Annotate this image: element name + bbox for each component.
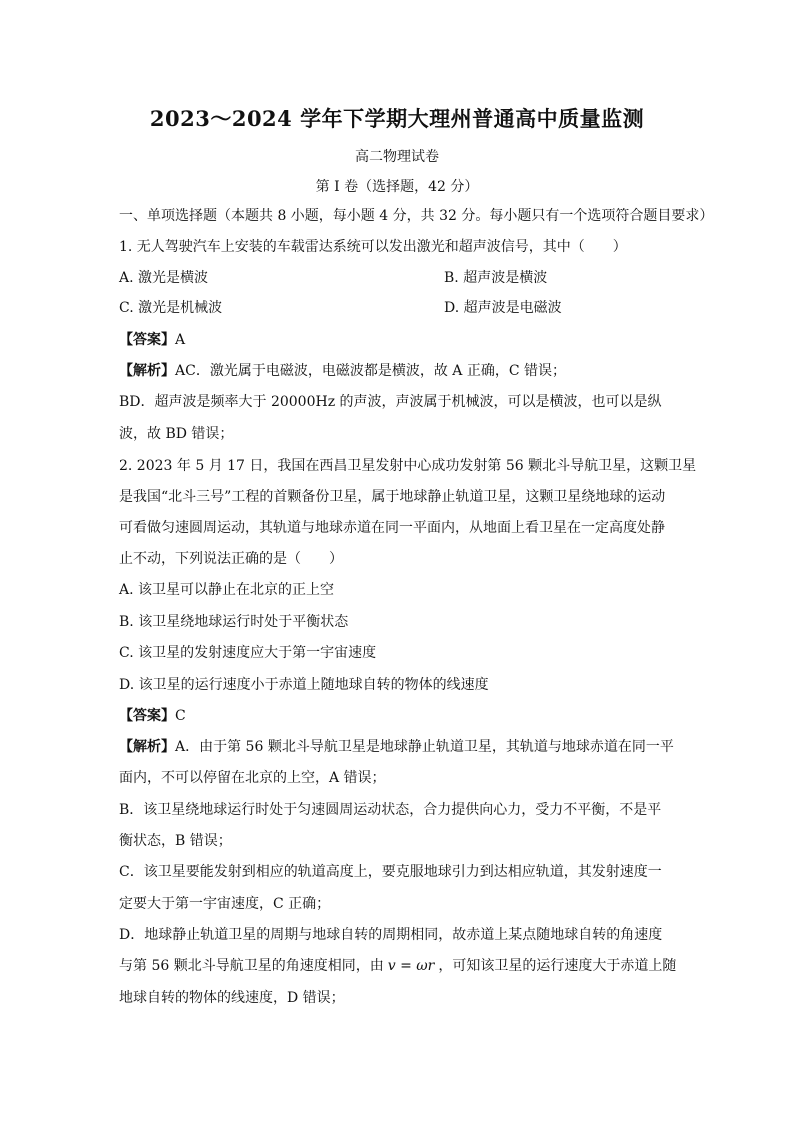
analysis-text: AC．激光属于电磁波，电磁波都是横波，故 A 正确，C 错误； bbox=[175, 363, 566, 379]
question-2-stem-line-3: 可看做匀速圆周运动，其轨道与地球赤道在同一平面内，从地面上看卫星在一定高度处静 bbox=[119, 520, 665, 536]
question-2-analysis-line-3: B．该卫星绕地球运行时处于匀速圆周运动状态，合力提供向心力，受力不平衡，不是平 bbox=[119, 802, 662, 818]
question-1-answer bbox=[119, 330, 185, 350]
analysis-text: ，可知该卫星的运行速度大于赤道上随 bbox=[438, 958, 677, 974]
question-2-stem-line-2: 是我国“北斗三号”工程的首颗备份卫星，属于地球静止轨道卫星，这颗卫星绕地球的运动 bbox=[119, 489, 666, 505]
question-2-stem-line-1: 2. 2023 年 5 月 17 日，我国在西昌卫星发射中心成功发射第 56 颗北斗导航卫星，这颗卫星 bbox=[119, 458, 697, 474]
question-1-option-a: A. 激光是横波 bbox=[119, 270, 209, 286]
question-1-option-c: C. 激光是机械波 bbox=[119, 300, 223, 316]
exam-subtitle: 高二物理试卷 bbox=[355, 149, 439, 165]
question-2-analysis-line-7: D．地球静止轨道卫星的周期与地球自转的周期相同，故赤道上某点随地球自转的角速度 bbox=[119, 927, 663, 943]
question-2-stem-line-4: 止不动，下列说法正确的是（ ） bbox=[119, 551, 343, 567]
question-2-analysis-line-4: 衡状态，B 错误； bbox=[119, 833, 232, 849]
exam-title: 2023～2024 学年下学期大理州普通高中质量监测 bbox=[149, 106, 645, 131]
question-2-answer bbox=[119, 706, 186, 726]
question-2-analysis-line-2: 面内，不可以停留在北京的上空，A 错误； bbox=[119, 770, 386, 786]
formula-v-omega-r: v = ωr bbox=[387, 958, 435, 974]
answer-label: 【答案】 bbox=[119, 708, 175, 724]
answer-value: A bbox=[175, 332, 186, 348]
question-2-analysis-line-1 bbox=[119, 737, 674, 757]
question-2-analysis-line-8 bbox=[119, 956, 676, 976]
question-1-option-b: B. 超声波是横波 bbox=[444, 270, 548, 286]
answer-value: C bbox=[175, 708, 186, 724]
question-1-stem: 1. 无人驾驶汽车上安装的车载雷达系统可以发出激光和超声波信号，其中（ ） bbox=[119, 239, 627, 255]
question-2-option-c: C. 该卫星的发射速度应大于第一宇宙速度 bbox=[119, 645, 377, 661]
question-2-analysis-line-9: 地球自转的物体的线速度，D 错误； bbox=[119, 990, 345, 1006]
question-1-analysis-line-2: BD．超声波是频率大于 20000Hz 的声波，声波属于机械波，可以是横波，也可以是纵 bbox=[119, 394, 662, 410]
question-2-option-a: A. 该卫星可以静止在北京的正上空 bbox=[119, 582, 335, 598]
question-1-analysis-line-1 bbox=[119, 361, 566, 381]
volume-heading: 第 I 卷（选择题，42 分） bbox=[315, 179, 479, 195]
question-1-option-d: D. 超声波是电磁波 bbox=[444, 300, 562, 316]
section-heading: 一、单项选择题（本题共 8 小题，每小题 4 分，共 32 分。每小题只有一个选项符合题目要求） bbox=[119, 208, 714, 224]
question-2-analysis-line-6: 定要大于第一宇宙速度，C 正确； bbox=[119, 896, 331, 912]
question-2-option-d: D. 该卫星的运行速度小于赤道上随地球自转的物体的线速度 bbox=[119, 677, 489, 693]
answer-label: 【答案】 bbox=[119, 332, 175, 348]
question-2-option-b: B. 该卫星绕地球运行时处于平衡状态 bbox=[119, 614, 349, 630]
question-2-analysis-line-5: C．该卫星要能发射到相应的轨道高度上，要克服地球引力到达相应轨道，其发射速度一 bbox=[119, 864, 662, 880]
analysis-label: 【解析】 bbox=[119, 363, 175, 379]
analysis-label: 【解析】 bbox=[119, 739, 175, 755]
question-1-analysis-line-3: 波，故 BD 错误； bbox=[119, 426, 234, 442]
analysis-text: A．由于第 56 颗北斗导航卫星是地球静止轨道卫星，其轨道与地球赤道在同一平 bbox=[175, 739, 674, 755]
analysis-text: 与第 56 颗北斗导航卫星的角速度相同，由 bbox=[119, 958, 384, 974]
